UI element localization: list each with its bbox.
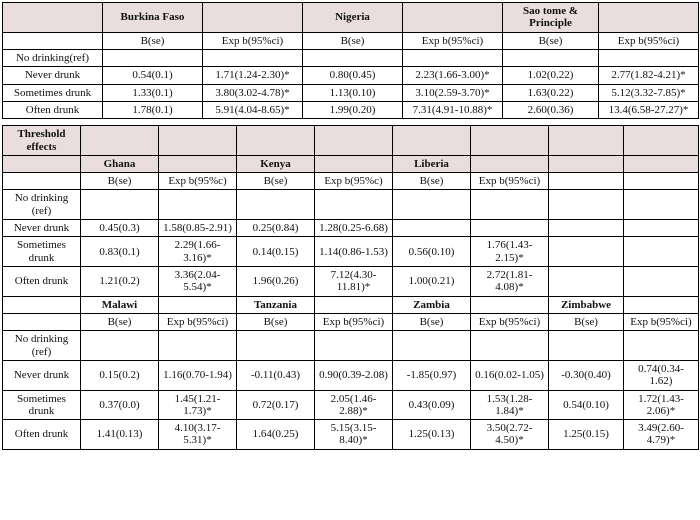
- table2a-stat-bse-liberia: B(se): [393, 173, 471, 190]
- table2a-cell-2-1: 2.29(1.66-3.16)*: [159, 237, 237, 267]
- table-row: [3, 101, 699, 118]
- table2b-cell-0-7: [624, 331, 699, 361]
- table2b-country-spacer-4: [624, 296, 699, 313]
- table2a-country-ghana: Ghana: [81, 155, 159, 172]
- table-row: [3, 67, 699, 84]
- table1-cell-3-1: 5.91(4.04-8.65)*: [203, 101, 303, 118]
- table2a-cell-1-4: [393, 220, 471, 237]
- table2b-cell-0-2: [237, 331, 315, 361]
- table2-stat-header-row-b: [3, 313, 699, 330]
- table2-country-header-row-b: [3, 296, 699, 313]
- table1-row-label-3: Often drunk: [3, 101, 103, 118]
- table2b-stat-exp-tanzania: Exp b(95%ci): [315, 313, 393, 330]
- table2a-stat-blank-2: [624, 173, 699, 190]
- table2a-stat-exp-kenya: Exp b(95%c): [315, 173, 393, 190]
- table1-stat-exp-saotome: Exp b(95%ci): [599, 32, 699, 49]
- table2a-cell-0-6: [549, 190, 624, 220]
- table2a-cell-0-4: [393, 190, 471, 220]
- table2a-cell-3-5: 2.72(1.81-4.08)*: [471, 267, 549, 297]
- table2b-stat-corner: [3, 313, 81, 330]
- table2b-cell-1-4: -1.85(0.97): [393, 360, 471, 390]
- table2b-cell-1-7: 0.74(0.34-1.62): [624, 360, 699, 390]
- table1-cell-0-4: [503, 49, 599, 66]
- table2b-country-tanzania: Tanzania: [237, 296, 315, 313]
- table1-row-label-0: No drinking(ref): [3, 49, 103, 66]
- table2b-cell-0-6: [549, 331, 624, 361]
- table1-cell-0-1: [203, 49, 303, 66]
- table2a-cell-2-4: 0.56(0.10): [393, 237, 471, 267]
- table2b-cell-2-3: 2.05(1.46-2.88)*: [315, 390, 393, 420]
- table1-cell-1-1: 1.71(1.24-2.30)*: [203, 67, 303, 84]
- table2a-country-liberia: Liberia: [393, 155, 471, 172]
- table1-country-nigeria: Nigeria: [303, 3, 403, 33]
- table2b-cell-3-1: 4.10(3.17-5.31)*: [159, 420, 237, 450]
- table-row: [3, 220, 699, 237]
- table1-row-label-1: Never drunk: [3, 67, 103, 84]
- table2b-cell-3-4: 1.25(0.13): [393, 420, 471, 450]
- table2b-cell-2-2: 0.72(0.17): [237, 390, 315, 420]
- table2-top-blank-5: [471, 126, 549, 156]
- table1-stat-bse-nigeria: B(se): [303, 32, 403, 49]
- table1-country-header-row: [3, 3, 699, 33]
- table2b-row-label-3: Often drunk: [3, 420, 81, 450]
- table2b-cell-3-5: 3.50(2.72-4.50)*: [471, 420, 549, 450]
- table2b-cell-1-6: -0.30(0.40): [549, 360, 624, 390]
- table2a-cell-1-5: [471, 220, 549, 237]
- table1-cell-3-0: 1.78(0.1): [103, 101, 203, 118]
- table-row: [3, 360, 699, 390]
- table2a-cell-0-0: [81, 190, 159, 220]
- table2b-cell-2-1: 1.45(1.21-1.73)*: [159, 390, 237, 420]
- table2a-stat-corner: [3, 173, 81, 190]
- table-row: [3, 49, 699, 66]
- table-row: [3, 84, 699, 101]
- table2-top-blank-3: [315, 126, 393, 156]
- table2a-cell-3-2: 1.96(0.26): [237, 267, 315, 297]
- table2b-cell-0-1: [159, 331, 237, 361]
- table2b-stat-bse-zambia: B(se): [393, 313, 471, 330]
- table2b-country-zambia: Zambia: [393, 296, 471, 313]
- table1-cell-3-5: 13.4(6.58-27.27)*: [599, 101, 699, 118]
- table-row: [3, 190, 699, 220]
- table2a-cell-1-1: 1.58(0.85-2.91): [159, 220, 237, 237]
- table1-cell-0-3: [403, 49, 503, 66]
- table2-country-header-row-a: [3, 155, 699, 172]
- table2b-stat-exp-zambia: Exp b(95%ci): [471, 313, 549, 330]
- table2b-country-spacer-1: [159, 296, 237, 313]
- table2a-row-label-1: Never drunk: [3, 220, 81, 237]
- table1-stat-exp-nigeria: Exp b(95%ci): [403, 32, 503, 49]
- table1-corner-cell: [3, 3, 103, 33]
- table1-cell-1-2: 0.80(0.45): [303, 67, 403, 84]
- table2a-row-label-2: Sometimes drunk: [3, 237, 81, 267]
- table1-stat-exp-burkina: Exp b(95%ci): [203, 32, 303, 49]
- table1-cell-1-5: 2.77(1.82-4.21)*: [599, 67, 699, 84]
- table2-threshold-row: [3, 126, 699, 156]
- table2-top-blank-6: [549, 126, 624, 156]
- table2a-stat-blank-1: [549, 173, 624, 190]
- table2a-row-label-3: Often drunk: [3, 267, 81, 297]
- table2-top-blank-2: [237, 126, 315, 156]
- table2a-cell-2-0: 0.83(0.1): [81, 237, 159, 267]
- table1-stat-bse-saotome: B(se): [503, 32, 599, 49]
- table1-cell-1-4: 1.02(0.22): [503, 67, 599, 84]
- table1-country-spacer-1: [203, 3, 303, 33]
- table1-country-sao-tome-principle: Sao tome & Principle: [503, 3, 599, 33]
- table1-stat-corner: [3, 32, 103, 49]
- table2b-cell-2-4: 0.43(0.09): [393, 390, 471, 420]
- table2b-cell-2-0: 0.37(0.0): [81, 390, 159, 420]
- table2-stat-header-row-a: [3, 173, 699, 190]
- table2b-cell-1-2: -0.11(0.43): [237, 360, 315, 390]
- table1-cell-2-3: 3.10(2.59-3.70)*: [403, 84, 503, 101]
- table2a-cell-2-5: 1.76(1.43-2.15)*: [471, 237, 549, 267]
- table2a-cell-1-7: [624, 220, 699, 237]
- table2a-country-spacer-1: [159, 155, 237, 172]
- table1-cell-3-3: 7.31(4.91-10.88)*: [403, 101, 503, 118]
- table2b-cell-2-7: 1.72(1.43-2.06)*: [624, 390, 699, 420]
- table2a-cell-1-3: 1.28(0.25-6.68): [315, 220, 393, 237]
- table2a-stat-bse-kenya: B(se): [237, 173, 315, 190]
- table2b-stat-exp-zimbabwe: Exp b(95%ci): [624, 313, 699, 330]
- table2b-stat-bse-tanzania: B(se): [237, 313, 315, 330]
- table2a-country-spacer-4: [549, 155, 624, 172]
- table2b-cell-0-5: [471, 331, 549, 361]
- table2b-cell-1-0: 0.15(0.2): [81, 360, 159, 390]
- table2b-country-spacer-2: [315, 296, 393, 313]
- table2a-row-label-0: No drinking (ref): [3, 190, 81, 220]
- table2b-country-malawi: Malawi: [81, 296, 159, 313]
- table2b-cell-0-3: [315, 331, 393, 361]
- table2b-corner-cell: [3, 296, 81, 313]
- table2a-country-kenya: Kenya: [237, 155, 315, 172]
- table2a-cell-2-7: [624, 237, 699, 267]
- table2b-stat-bse-malawi: B(se): [81, 313, 159, 330]
- table-row: [3, 390, 699, 420]
- table2b-cell-2-5: 1.53(1.28-1.84)*: [471, 390, 549, 420]
- table-row: [3, 267, 699, 297]
- table2b-cell-3-7: 3.49(2.60-4.79)*: [624, 420, 699, 450]
- table-row: [3, 331, 699, 361]
- table2a-cell-3-1: 3.36(2.04-5.54)*: [159, 267, 237, 297]
- table2a-corner-cell: [3, 155, 81, 172]
- table1-cell-2-2: 1.13(0.10): [303, 84, 403, 101]
- table2a-country-spacer-3: [471, 155, 549, 172]
- table2a-country-spacer-5: [624, 155, 699, 172]
- table2a-cell-3-4: 1.00(0.21): [393, 267, 471, 297]
- table2-top-blank-0: [81, 126, 159, 156]
- table2a-cell-0-2: [237, 190, 315, 220]
- table1-cell-0-5: [599, 49, 699, 66]
- table2b-stat-bse-zimbabwe: B(se): [549, 313, 624, 330]
- table2a-cell-2-2: 0.14(0.15): [237, 237, 315, 267]
- table1-country-spacer-3: [599, 3, 699, 33]
- table2a-cell-3-0: 1.21(0.2): [81, 267, 159, 297]
- table2a-cell-0-3: [315, 190, 393, 220]
- table2-top-blank-1: [159, 126, 237, 156]
- threshold-effects-label: Threshold effects: [3, 126, 81, 156]
- table1-country-burkina-faso: Burkina Faso: [103, 3, 203, 33]
- table2a-country-spacer-2: [315, 155, 393, 172]
- table1-stat-header-row: [3, 32, 699, 49]
- table2b-cell-3-2: 1.64(0.25): [237, 420, 315, 450]
- table1-cell-0-2: [303, 49, 403, 66]
- table2a-cell-2-3: 1.14(0.86-1.53): [315, 237, 393, 267]
- table2a-cell-3-7: [624, 267, 699, 297]
- table1-cell-2-1: 3.80(3.02-4.78)*: [203, 84, 303, 101]
- table1-cell-1-3: 2.23(1.66-3.00)*: [403, 67, 503, 84]
- table2a-cell-0-1: [159, 190, 237, 220]
- table2b-cell-1-1: 1.16(0.70-1.94): [159, 360, 237, 390]
- table1-cell-2-5: 5.12(3.32-7.85)*: [599, 84, 699, 101]
- table-row: [3, 237, 699, 267]
- table1-stat-bse-burkina: B(se): [103, 32, 203, 49]
- table2b-cell-3-3: 5.15(3.15-8.40)*: [315, 420, 393, 450]
- table2b-cell-0-4: [393, 331, 471, 361]
- table2b-row-label-2: Sometimes drunk: [3, 390, 81, 420]
- table-threshold-effects: [2, 125, 699, 450]
- table2b-cell-0-0: [81, 331, 159, 361]
- table2a-stat-exp-liberia: Exp b(95%ci): [471, 173, 549, 190]
- table1-cell-1-0: 0.54(0.1): [103, 67, 203, 84]
- table1-cell-0-0: [103, 49, 203, 66]
- table2b-cell-1-5: 0.16(0.02-1.05): [471, 360, 549, 390]
- table2a-cell-1-6: [549, 220, 624, 237]
- table2b-country-zimbabwe: Zimbabwe: [549, 296, 624, 313]
- table2b-cell-3-6: 1.25(0.15): [549, 420, 624, 450]
- table2a-cell-0-7: [624, 190, 699, 220]
- table2a-cell-1-0: 0.45(0.3): [81, 220, 159, 237]
- table2a-cell-1-2: 0.25(0.84): [237, 220, 315, 237]
- table2b-cell-1-3: 0.90(0.39-2.08): [315, 360, 393, 390]
- table1-cell-3-4: 2.60(0.36): [503, 101, 599, 118]
- table1-cell-2-0: 1.33(0.1): [103, 84, 203, 101]
- table2a-stat-exp-ghana: Exp b(95%c): [159, 173, 237, 190]
- table2a-cell-0-5: [471, 190, 549, 220]
- table2a-cell-3-3: 7.12(4.30-11.81)*: [315, 267, 393, 297]
- table2-top-blank-4: [393, 126, 471, 156]
- table1-cell-3-2: 1.99(0.20): [303, 101, 403, 118]
- table2a-cell-3-6: [549, 267, 624, 297]
- table2b-row-label-0: No drinking (ref): [3, 331, 81, 361]
- table1-country-spacer-2: [403, 3, 503, 33]
- table2a-stat-bse-ghana: B(se): [81, 173, 159, 190]
- table2b-country-spacer-3: [471, 296, 549, 313]
- table2b-cell-3-0: 1.41(0.13): [81, 420, 159, 450]
- table2a-cell-2-6: [549, 237, 624, 267]
- table2b-stat-exp-malawi: Exp b(95%ci): [159, 313, 237, 330]
- table1-row-label-2: Sometimes drunk: [3, 84, 103, 101]
- table-row: [3, 420, 699, 450]
- table1-cell-2-4: 1.63(0.22): [503, 84, 599, 101]
- table-burkina-nigeria-saotome: [2, 2, 699, 119]
- table2b-row-label-1: Never drunk: [3, 360, 81, 390]
- table2-top-blank-7: [624, 126, 699, 156]
- table2b-cell-2-6: 0.54(0.10): [549, 390, 624, 420]
